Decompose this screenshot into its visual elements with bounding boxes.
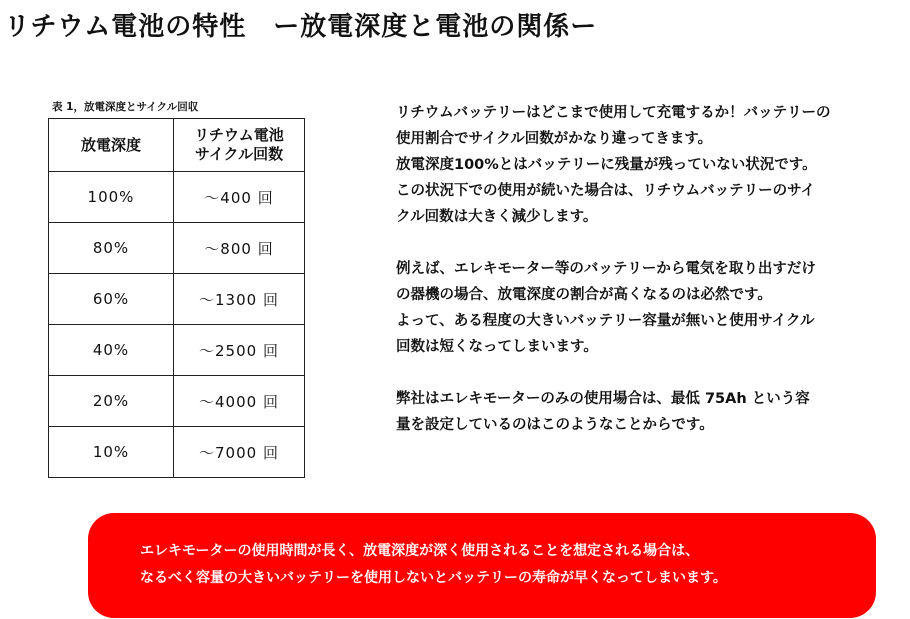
- text-line: 量を設定しているのはこのようなことからです。: [396, 417, 714, 433]
- table-row: [49, 325, 305, 376]
- table-caption: 表 1，放電深度とサイクル回収: [52, 101, 199, 113]
- cycles-cell: ～400 回: [174, 172, 305, 223]
- text-line: この状況下での使用が続いた場合は、リチウムバッテリーのサイ: [396, 183, 816, 199]
- text-line: よって、ある程度の大きいバッテリー容量が無いと使用サイクル: [396, 313, 815, 329]
- callout-line: なるべく容量の大きいバッテリーを使用しないとバッテリーの寿命が早くなってしまいます。: [140, 570, 727, 586]
- table-row: [49, 223, 305, 274]
- table-row: [49, 427, 305, 478]
- cycles-cell: ～800 回: [174, 223, 305, 274]
- table-row: [49, 376, 305, 427]
- body-text: [396, 100, 901, 438]
- depth-cell: 40%: [49, 325, 174, 376]
- header-cycles-line1: リチウム電池: [194, 126, 284, 144]
- header-depth: 放電深度: [49, 119, 174, 172]
- text-line: 例えば、エレキモーター等のバッテリーから電気を取り出すだけ: [396, 261, 816, 277]
- text-line: の器機の場合、放電深度の割合が高くなるのは必然です。: [396, 287, 772, 303]
- text-line: 使用割合でサイクル回数がかなり違ってきます。: [396, 131, 713, 147]
- header-cycles-line2: サイクル回数: [194, 145, 284, 163]
- table-header-row: [49, 119, 305, 172]
- page-title: リチウム電池の特性 ー放電深度と電池の関係ー: [4, 12, 598, 42]
- paragraph-company: [396, 386, 901, 438]
- text-line: リチウムバッテリーはどこまで使用して充電するか！バッテリーの: [396, 105, 831, 121]
- depth-cell: 10%: [49, 427, 174, 478]
- callout-line: エレキモーターの使用時間が長く、放電深度が深く使用されることを想定される場合は、: [140, 543, 700, 559]
- paragraph-intro: [396, 100, 901, 230]
- header-cycles: [174, 119, 305, 172]
- table-row: [49, 172, 305, 223]
- cycles-cell: ～1300 回: [174, 274, 305, 325]
- table-row: [49, 274, 305, 325]
- depth-cell: 100%: [49, 172, 174, 223]
- cycle-table: [48, 118, 305, 478]
- text-line: 回数は短くなってしまいます。: [396, 339, 598, 355]
- cycles-cell: ～2500 回: [174, 325, 305, 376]
- text-line: 放電深度100%とはバッテリーに残量が残っていない状況です。: [396, 157, 817, 173]
- warning-callout: [88, 513, 876, 618]
- paragraph-example: [396, 256, 901, 360]
- depth-cell: 80%: [49, 223, 174, 274]
- text-line: クル回数は大きく減少します。: [396, 209, 598, 225]
- depth-cell: 20%: [49, 376, 174, 427]
- depth-cell: 60%: [49, 274, 174, 325]
- cycles-cell: ～4000 回: [174, 376, 305, 427]
- text-line: 弊社はエレキモーターのみの使用場合は、最低 75Ah という容: [396, 391, 810, 407]
- cycles-cell: ～7000 回: [174, 427, 305, 478]
